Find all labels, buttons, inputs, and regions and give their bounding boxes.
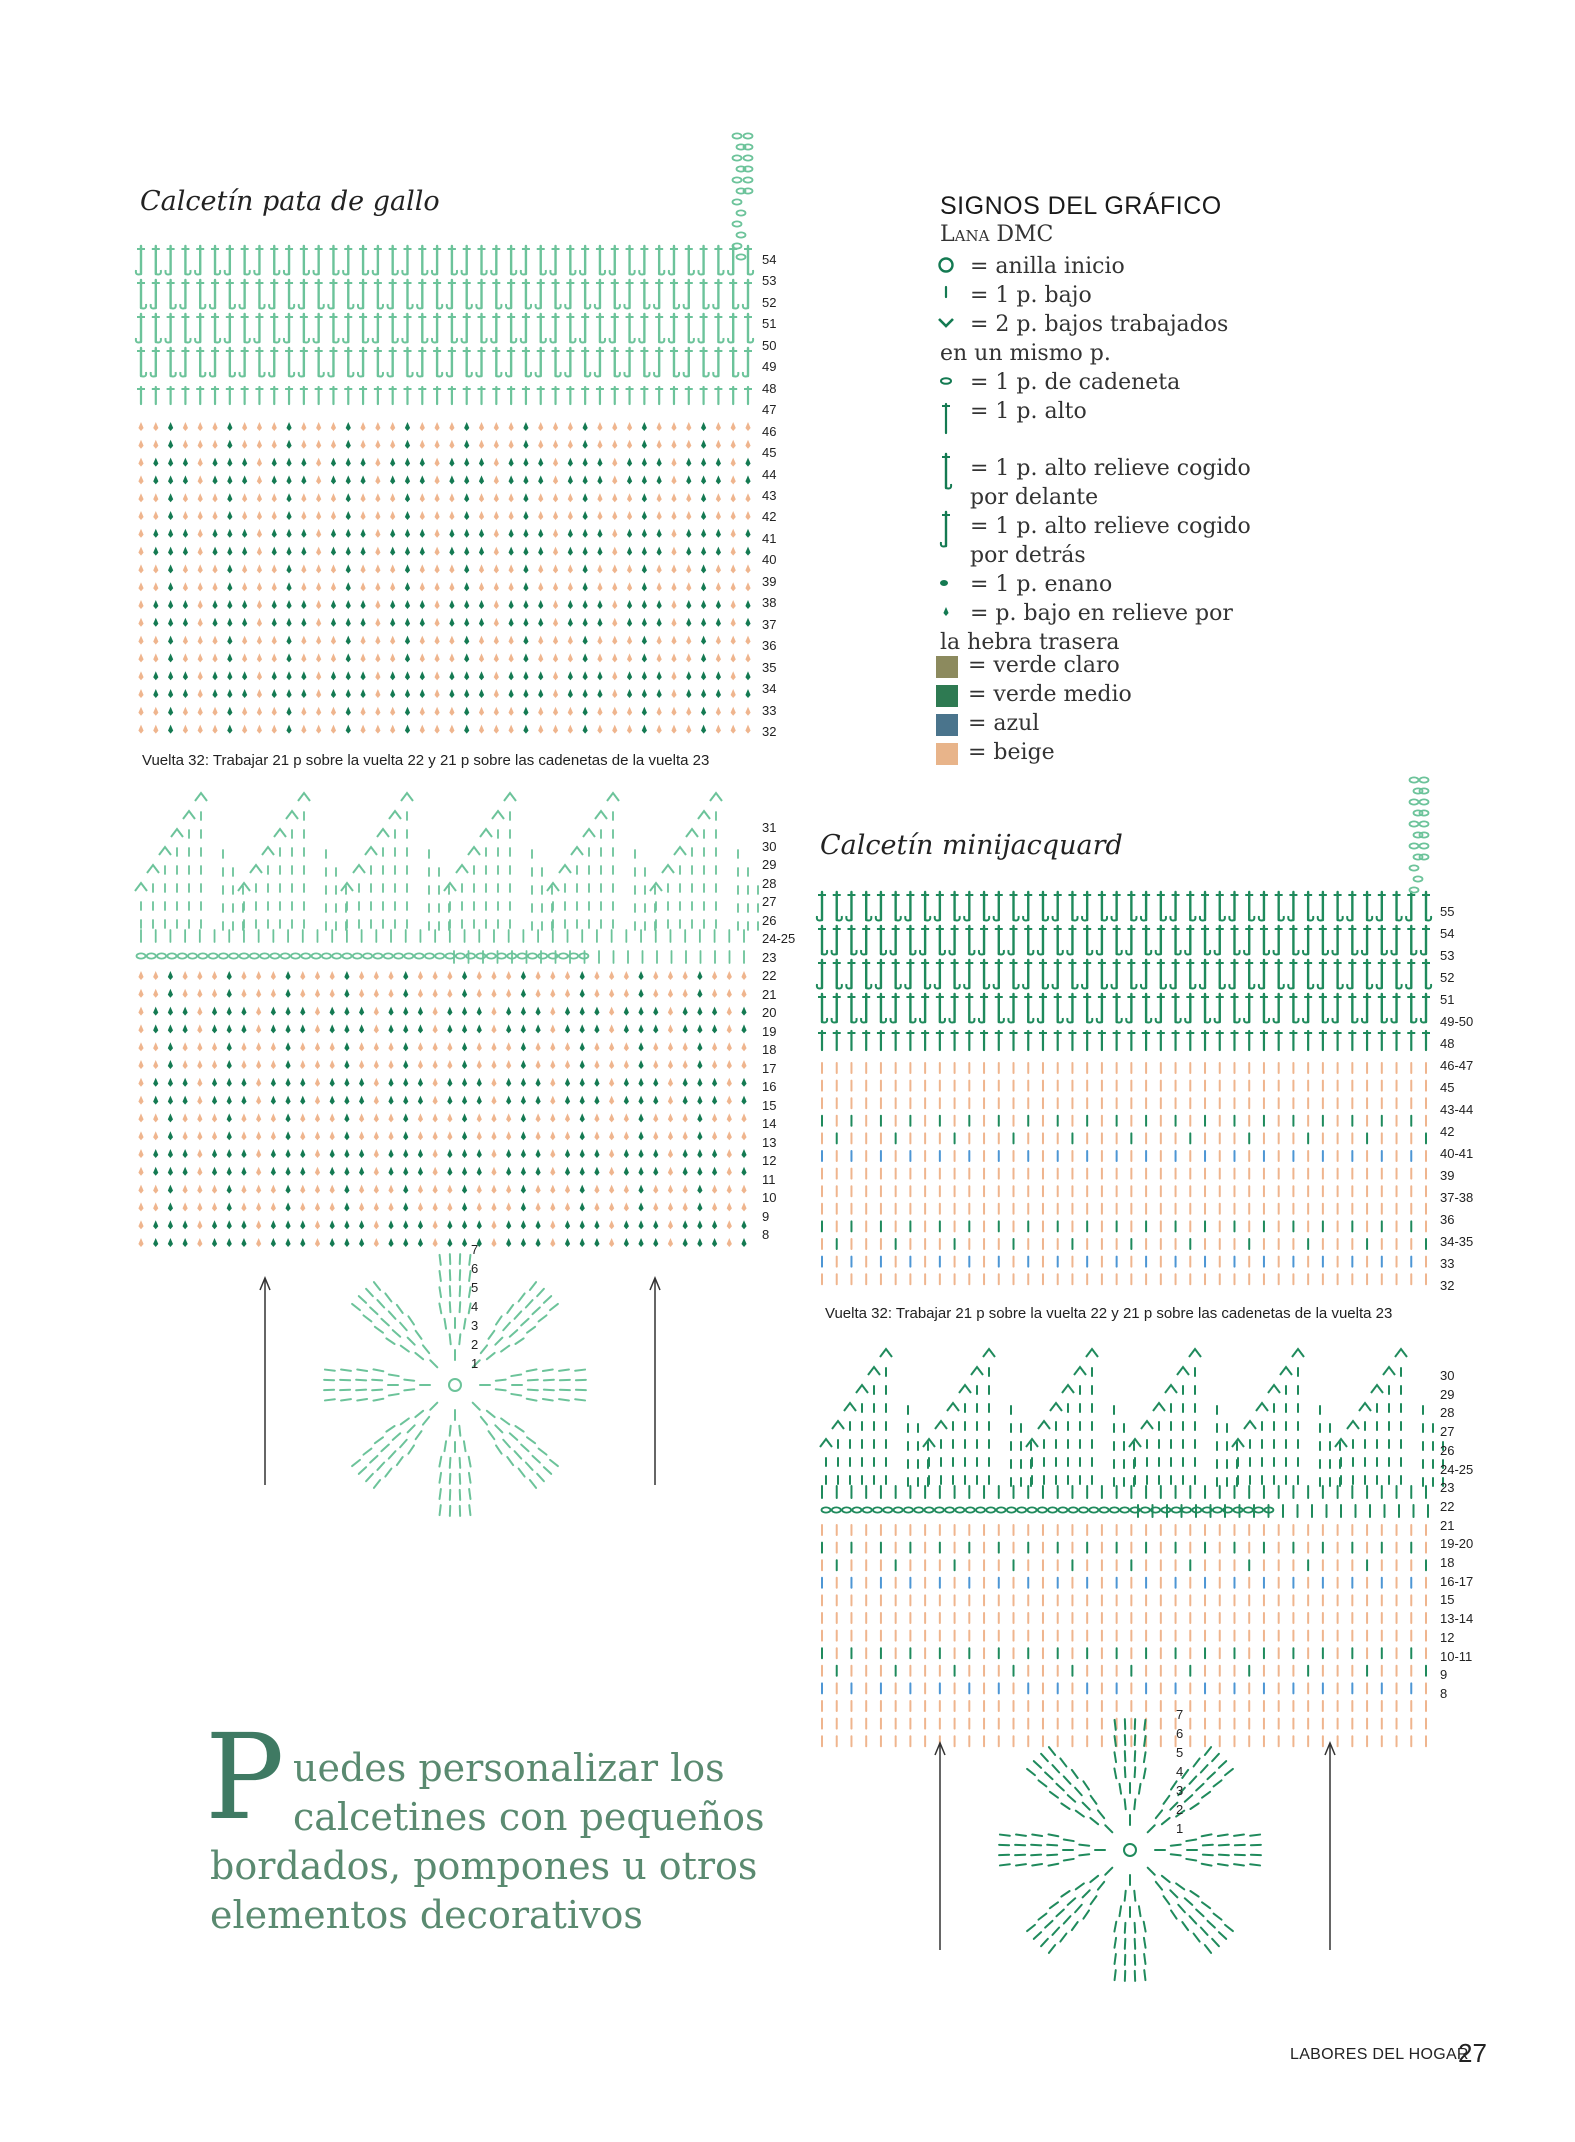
row-number: 19 [762,1023,777,1039]
toe-stitch [1194,1934,1200,1942]
row-number: 30 [762,838,777,854]
toe-stitch [1048,1834,1058,1836]
row-number: 45 [762,445,777,461]
toe-stitch [1115,1954,1116,1964]
row-number: 38 [762,595,777,611]
toe-stitch [1098,1882,1104,1890]
legend-item: = 1 p. alto relieve cogido [970,456,1251,481]
row-number: 42 [1440,1124,1455,1139]
row-number: 36 [762,638,777,654]
toe-stitch [1163,1796,1169,1804]
legend-title: SIGNOS DEL GRÁFICO [940,192,1222,220]
row-number: 44 [762,466,777,482]
toe-stitch [1049,1945,1055,1953]
toe-stitch [1076,1811,1084,1817]
toe-stitch [1105,1825,1112,1832]
toe-stitch [1032,1864,1042,1866]
row-number: 23 [762,949,777,965]
row-number: 35 [762,659,777,675]
toe-stitch [1016,1835,1026,1836]
toe-stitch [1163,1896,1169,1904]
toe-stitch [1144,1938,1146,1948]
toe-stitch [1045,1921,1052,1928]
toe-stitch [1050,1902,1058,1908]
row-number: 26 [762,912,777,928]
toe-stitch [1182,1922,1188,1930]
toe-stitch [1032,1834,1042,1836]
toe-stitch [1144,1954,1145,1964]
row-number: 9 [1440,1667,1448,1683]
row-number: 29 [762,857,777,872]
toe-stitch [1031,1855,1041,1856]
row-number: 48 [762,380,777,396]
row-number: 10 [762,1190,777,1205]
toe-stitch [1156,1882,1162,1890]
toe-stitch [1203,1855,1213,1856]
row-number: 28 [1440,1405,1455,1421]
row-number: 15 [762,1097,777,1113]
row-number: 4 [471,1299,479,1314]
legend-subtitle: Lana DMC [940,222,1054,247]
toe-stitch [1038,1914,1046,1920]
legend-item: = 1 p. alto relieve cogido [970,514,1251,539]
row-number: 15 [1440,1592,1455,1608]
legend-item: = 1 p. de cadeneta [970,370,1181,395]
toe-stitch [1170,1890,1177,1897]
toe-stitch [1225,1769,1233,1775]
row-number: 9 [762,1208,770,1224]
toe-stitch [1083,1910,1089,1918]
toe-stitch [1114,1922,1116,1932]
toe-stitch [1190,1916,1197,1923]
toe-stitch [1190,1891,1198,1897]
row-number: 47 [762,402,777,418]
toe-stitch [1125,1923,1126,1933]
row-number: 51 [1440,992,1455,1007]
row-number: 18 [762,1042,777,1057]
toe-stitch [1218,1834,1228,1836]
toe-stitch [1034,1932,1041,1939]
row-number: 29 [1440,1386,1455,1402]
toe-stitch [1105,1868,1112,1875]
toe-stitch [1068,1898,1076,1905]
toe-stitch [1202,1792,1210,1798]
toe-stitch [1250,1864,1260,1865]
toe-stitch [1205,1747,1211,1755]
chart1-caption: Vuelta 32: Trabajar 21 p sobre la vuelta 22 y 21 p sobre las cadenetas de la vuelta 23 [142,752,710,769]
toe-stitch [1139,1906,1141,1916]
toe-stitch [1144,1768,1146,1778]
toe-stitch [1225,1925,1233,1931]
toe-stitch [1049,1747,1055,1755]
toe-stitch [1125,1939,1126,1949]
row-number: 28 [762,875,777,891]
toe-stitch [1139,1784,1141,1794]
legend-item: = 1 p. enano [970,572,1113,597]
row-number: 21 [762,986,777,1002]
toe-stitch [1048,1864,1058,1866]
toe-stitch [1202,1902,1210,1908]
chart2-caption: Vuelta 32: Trabajar 21 p sobre la vuelta 22 y 21 p sobre las cadenetas de la vuelta 23 [825,1305,1393,1322]
row-number: 31 [762,820,777,835]
toe-stitch [1176,1883,1184,1889]
toe-stitch [1125,1891,1126,1901]
row-number: 1 [471,1356,479,1371]
row-number: 12 [762,1153,777,1168]
toe-stitch [1052,1765,1059,1772]
row-number: 53 [1440,948,1455,963]
row-number: 13-14 [1440,1611,1474,1627]
chart1-title: Calcetín pata de gallo [140,186,440,217]
toe-stitch [1090,1818,1098,1824]
row-number: 39 [762,573,777,589]
toe-stitch [1135,1923,1136,1933]
toe-stitch [1064,1839,1074,1841]
toe-stitch [1072,1770,1078,1778]
toe-stitch [1079,1845,1089,1846]
row-number: 22 [762,968,777,983]
row-number: 14 [762,1116,777,1131]
toe-stitch [1208,1921,1215,1928]
toe-stitch [1056,1784,1063,1791]
toe-stitch [1050,1792,1058,1798]
toe-stitch [1178,1905,1185,1913]
row-number: 52 [762,294,777,310]
toe-stitch [1134,1891,1135,1901]
row-number: 34 [762,681,777,697]
toe-stitch [1064,1859,1074,1861]
toe-stitch [1218,1864,1228,1866]
row-number: 54 [762,252,777,267]
toe-stitch [1072,1922,1078,1930]
toe-stitch [1076,1883,1084,1889]
toe-stitch [1134,1799,1135,1809]
toe-stitch [1219,1761,1226,1768]
toe-stitch [1144,1736,1145,1746]
row-number: 2 [471,1337,479,1352]
toe-stitch [1060,1758,1066,1766]
row-number: 40-41 [1440,1146,1474,1161]
toe-stitch [1052,1928,1059,1935]
toe-stitch [1038,1780,1046,1786]
row-number: 34-35 [1440,1234,1474,1249]
toe-stitch [1212,1754,1219,1761]
toe-stitch [1201,1928,1208,1935]
legend-item: = 2 p. bajos trabajados [970,312,1229,337]
toe-stitch [1148,1825,1155,1832]
toe-stitch [1190,1803,1198,1809]
row-number: 7 [471,1242,479,1257]
toe-stitch [1041,1939,1048,1946]
toe-stitch [1185,1795,1193,1802]
toe-stitch [1219,1845,1229,1846]
row-number: 10-11 [1440,1648,1473,1664]
toe-stitch [1068,1795,1076,1802]
row-number: 37 [762,616,777,632]
row-number: 53 [762,273,777,289]
toe-stitch [1119,1906,1121,1916]
toe-stitch [1114,1768,1116,1778]
toe-stitch [1115,1970,1116,1980]
toe-stitch [1115,1736,1116,1746]
toe-stitch [1119,1784,1121,1794]
row-number: 37-38 [1440,1190,1474,1205]
toe-stitch [1250,1835,1260,1836]
toe-stitch [1234,1864,1244,1865]
toe-stitch [1203,1845,1213,1846]
toe-stitch [1135,1767,1136,1777]
row-number: 40 [762,552,777,568]
legend-item: = 1 p. alto [970,399,1087,424]
toe-stitch [1083,1890,1090,1897]
toe-stitch [1016,1864,1026,1865]
row-number: 8 [762,1227,770,1242]
row-number: 36 [1440,1212,1455,1227]
row-number: 18 [1440,1555,1455,1571]
toe-stitch [1205,1945,1211,1953]
toe-stitch [1156,1810,1162,1818]
toe-stitch [1064,1916,1071,1923]
toe-stitch [1148,1868,1155,1875]
toe-stitch [1186,1839,1196,1841]
color-label: = verde medio [968,682,1132,707]
toe-stitch [1219,1932,1226,1939]
toe-stitch [1135,1751,1136,1761]
row-number: 41 [762,530,777,546]
row-number: 5 [471,1280,479,1295]
toe-stitch [1075,1905,1082,1913]
toe-stitch [1027,1925,1035,1931]
row-number: 27 [762,894,777,909]
row-number: 51 [762,316,777,332]
toe-stitch [1202,1834,1212,1836]
toe-stitch [1144,1922,1146,1932]
legend-item-continued: la hebra trasera [940,630,1120,655]
row-number: 49-50 [1440,1014,1474,1029]
toe-stitch [1144,1970,1145,1980]
row-number: 54 [1440,926,1455,941]
toe-stitch [1115,1720,1116,1730]
toe-stitch [1162,1818,1170,1824]
legend-item-continued: por delante [970,485,1099,510]
toe-stitch [1196,1910,1203,1917]
toe-stitch [1056,1910,1063,1917]
row-number: 32 [1440,1278,1455,1293]
row-number: 20 [762,1005,777,1020]
toe-stitch [1060,1934,1066,1942]
row-number: 16 [762,1079,777,1094]
legend-item: = 1 p. bajo [970,283,1092,308]
row-number: 42 [762,509,777,525]
toe-stitch [1162,1876,1170,1882]
toe-stitch [1075,1788,1082,1796]
row-number: 43-44 [1440,1102,1474,1117]
row-number: 39 [1440,1168,1455,1183]
toe-stitch [1234,1835,1244,1836]
legend-item-continued: por detrás [970,543,1086,568]
row-number: 50 [762,337,777,353]
row-number: 21 [1440,1517,1455,1533]
row-number: 32 [762,724,777,739]
row-number: 19-20 [1440,1536,1474,1552]
toe-stitch [1171,1845,1181,1846]
toe-stitch [1190,1776,1197,1783]
toe-stitch [1098,1810,1104,1818]
toe-stitch [1196,1784,1203,1791]
row-number: 12 [1440,1629,1455,1645]
row-number: 30 [1440,1368,1455,1383]
toe-stitch [1125,1751,1126,1761]
toe-stitch [1027,1769,1035,1775]
toe-stitch [1186,1859,1196,1861]
toe-stitch [1083,1803,1090,1810]
toe-stitch [1212,1939,1219,1946]
toe-stitch [1214,1780,1222,1786]
toe-stitch [1083,1781,1089,1789]
color-label: = verde claro [968,653,1120,678]
toe-stitch [1185,1898,1193,1905]
toe-stitch [1144,1752,1146,1762]
toe-stitch [1000,1835,1010,1836]
row-number: 55 [1440,904,1455,919]
toe-stitch [1171,1910,1177,1918]
toe-stitch [1194,1758,1200,1766]
legend-item: = anilla inicio [970,254,1125,279]
row-number: 13 [762,1134,777,1150]
row-number: 45 [1440,1080,1455,1095]
toe-stitch [1125,1799,1126,1809]
toe-stitch [1114,1752,1116,1762]
toe-stitch [1045,1772,1052,1779]
toe-stitch [1034,1761,1041,1768]
row-number: 17 [762,1060,777,1076]
row-number: 8 [1440,1686,1448,1701]
color-label: = beige [968,740,1055,765]
toe-stitch [1061,1803,1069,1809]
row-number: 23 [1440,1480,1455,1496]
row-number: 11 [762,1171,776,1187]
toe-stitch [1090,1876,1098,1882]
toe-stitch [1219,1855,1229,1856]
toe-stitch [1208,1772,1215,1779]
toe-stitch [1202,1864,1212,1866]
toe-stitch [1091,1796,1097,1804]
toe-stitch [1061,1891,1069,1897]
row-number: 26 [1440,1442,1455,1458]
row-number: 24-25 [762,931,796,946]
toe-stitch [1000,1864,1010,1865]
toe-stitch [1171,1854,1181,1855]
row-number: 33 [1440,1256,1455,1271]
toe-stitch [1064,1776,1071,1783]
toe-stitch [1041,1754,1048,1761]
magic-ring [1124,1844,1136,1856]
row-number: 33 [762,702,777,718]
row-number: 43 [762,488,777,503]
toe-stitch [1135,1939,1136,1949]
chart2-title: Calcetín minijacquard [820,830,1123,861]
row-number: 6 [471,1261,479,1276]
toe-stitch [1091,1896,1097,1904]
row-number: 49 [762,359,777,375]
toe-stitch [1125,1767,1126,1777]
toe-stitch [1214,1914,1222,1920]
toe-stitch [1144,1720,1145,1730]
toe-stitch [1114,1938,1116,1948]
row-number: 48 [1440,1036,1455,1051]
toe-stitch [1079,1854,1089,1855]
legend-item-continued: en un mismo p. [940,341,1111,366]
row-number: 46 [762,423,777,439]
toe-stitch [1201,1765,1208,1772]
color-label: = azul [968,711,1040,736]
legend-item: = p. bajo en relieve por [970,601,1233,626]
row-number: 46-47 [1440,1058,1474,1073]
row-number: 24-25 [1440,1461,1474,1477]
row-number: 22 [1440,1498,1455,1514]
row-number: 3 [471,1318,479,1333]
row-number: 52 [1440,970,1455,985]
toe-stitch [1047,1855,1057,1856]
row-number: 16-17 [1440,1573,1474,1589]
row-number: 27 [1440,1424,1455,1440]
toe-stitch [1031,1845,1041,1846]
toe-stitch [1047,1845,1057,1846]
